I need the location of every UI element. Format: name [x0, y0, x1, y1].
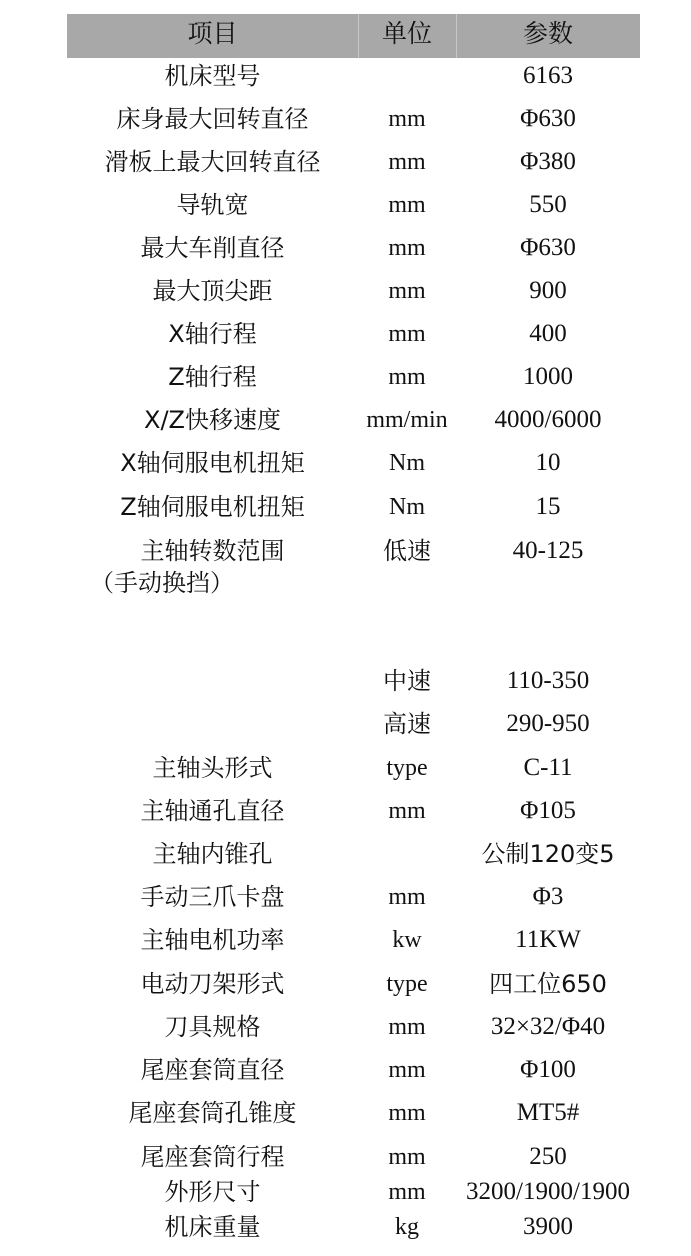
row-param: 400 — [529, 320, 567, 347]
table-row — [0, 142, 691, 182]
row-unit: 低速 — [383, 537, 431, 565]
row-item: 主轴转数范围 — [140, 537, 285, 565]
table-row — [0, 920, 691, 960]
row-item: X轴行程 — [168, 320, 257, 348]
table-row — [0, 1137, 691, 1177]
row-item: 尾座套筒孔锥度 — [128, 1099, 297, 1127]
table-row — [0, 748, 691, 788]
row-param: Φ380 — [520, 148, 576, 175]
row-item: 导轨宽 — [176, 191, 249, 219]
row-unit: type — [386, 755, 428, 781]
row-item: 外形尺寸 — [164, 1178, 261, 1206]
table-row — [0, 1007, 691, 1047]
row-unit: mm — [388, 884, 426, 910]
row-item: 最大顶尖距 — [152, 277, 273, 305]
row-item: Z轴行程 — [168, 363, 257, 391]
row-item: X轴伺服电机扭矩 — [120, 449, 305, 477]
table-header — [67, 14, 640, 58]
table-row — [0, 791, 691, 831]
row-param: 15 — [535, 493, 561, 520]
row-param: 4000/6000 — [494, 406, 602, 433]
row-param: 11KW — [515, 926, 581, 953]
row-unit — [358, 834, 456, 874]
row-item: 机床重量 — [164, 1213, 261, 1241]
row-item: 床身最大回转直径 — [116, 105, 309, 133]
row-param: 550 — [529, 191, 567, 218]
row-item: 滑板上最大回转直径 — [104, 148, 321, 176]
row-param: Φ105 — [520, 797, 576, 824]
row-param: Φ100 — [520, 1056, 576, 1083]
header-param: 参数 — [522, 19, 573, 48]
table-row — [0, 1093, 691, 1133]
table-row — [0, 834, 691, 874]
row-unit: mm — [388, 1057, 426, 1083]
table-row — [0, 704, 691, 744]
row-unit: type — [386, 971, 428, 997]
table-row — [0, 56, 691, 96]
speed-note: （手动换挡） — [90, 569, 234, 597]
row-item: X/Z快移速度 — [144, 406, 281, 434]
header-item: 项目 — [187, 19, 238, 48]
row-unit: kg — [395, 1214, 419, 1240]
table-row — [0, 877, 691, 917]
row-item: 手动三爪卡盘 — [140, 883, 285, 911]
table-row — [0, 1207, 691, 1247]
row-param: 290-950 — [506, 710, 590, 737]
row-param: 公制120变5 — [481, 840, 615, 868]
row-unit: mm — [388, 1179, 426, 1205]
row-param: 32×32/Φ40 — [490, 1013, 606, 1040]
table-row — [0, 1172, 691, 1212]
table-row — [0, 487, 691, 527]
row-unit: mm — [388, 321, 426, 347]
row-param: 900 — [529, 277, 567, 304]
table-row — [0, 661, 691, 701]
row-item: 主轴头形式 — [152, 754, 273, 782]
table-row — [0, 1050, 691, 1090]
row-param: C-11 — [523, 754, 573, 781]
row-param: 3200/1900/1900 — [466, 1178, 630, 1205]
table-row — [0, 314, 691, 354]
row-unit — [358, 56, 456, 96]
row-param: Φ3 — [532, 883, 564, 910]
row-param: 1000 — [523, 363, 573, 390]
row-item: 电动刀架形式 — [140, 970, 285, 998]
row-unit: mm — [388, 278, 426, 304]
row-param: MT5# — [516, 1099, 580, 1126]
header-unit: 单位 — [381, 19, 432, 48]
row-unit: 高速 — [383, 710, 431, 738]
row-unit: mm — [388, 149, 426, 175]
row-item: 主轴电机功率 — [140, 926, 285, 954]
row-unit: Nm — [389, 494, 425, 520]
row-unit: mm — [388, 106, 426, 132]
row-param: 四工位650 — [489, 970, 607, 998]
table-row — [0, 99, 691, 139]
row-item: 最大车削直径 — [140, 234, 285, 262]
row-unit: mm — [388, 1100, 426, 1126]
row-item — [67, 661, 358, 701]
row-unit: Nm — [389, 450, 425, 476]
row-unit: kw — [392, 927, 422, 953]
row-unit: mm/min — [366, 407, 448, 433]
row-item: 尾座套筒直径 — [140, 1056, 285, 1084]
row-unit: mm — [388, 798, 426, 824]
row-param: Φ630 — [520, 105, 576, 132]
row-param: 40-125 — [512, 537, 584, 564]
table-row — [0, 185, 691, 225]
row-unit: mm — [388, 192, 426, 218]
row-item — [67, 704, 358, 744]
row-item: 刀具规格 — [164, 1013, 261, 1041]
table-row — [0, 400, 691, 440]
row-item: 主轴内锥孔 — [152, 840, 273, 868]
row-unit: mm — [388, 364, 426, 390]
table-row — [0, 443, 691, 483]
row-param: 110-350 — [506, 667, 590, 694]
row-param: 3900 — [523, 1213, 573, 1240]
row-unit: mm — [388, 1144, 426, 1170]
row-item: 主轴通孔直径 — [140, 797, 285, 825]
row-param: 250 — [529, 1143, 567, 1170]
row-param: Φ630 — [520, 234, 576, 261]
table-row — [0, 271, 691, 311]
row-unit: mm — [388, 1014, 426, 1040]
row-item: 机床型号 — [164, 62, 261, 90]
row-item: 尾座套筒行程 — [140, 1143, 285, 1171]
row-unit: 中速 — [383, 667, 431, 695]
row-unit: mm — [388, 235, 426, 261]
row-param: 10 — [535, 449, 561, 476]
row-param: 6163 — [523, 62, 573, 89]
table-row — [0, 357, 691, 397]
table-row — [0, 964, 691, 1004]
row-item: Z轴伺服电机扭矩 — [120, 493, 305, 521]
table-row — [0, 228, 691, 268]
